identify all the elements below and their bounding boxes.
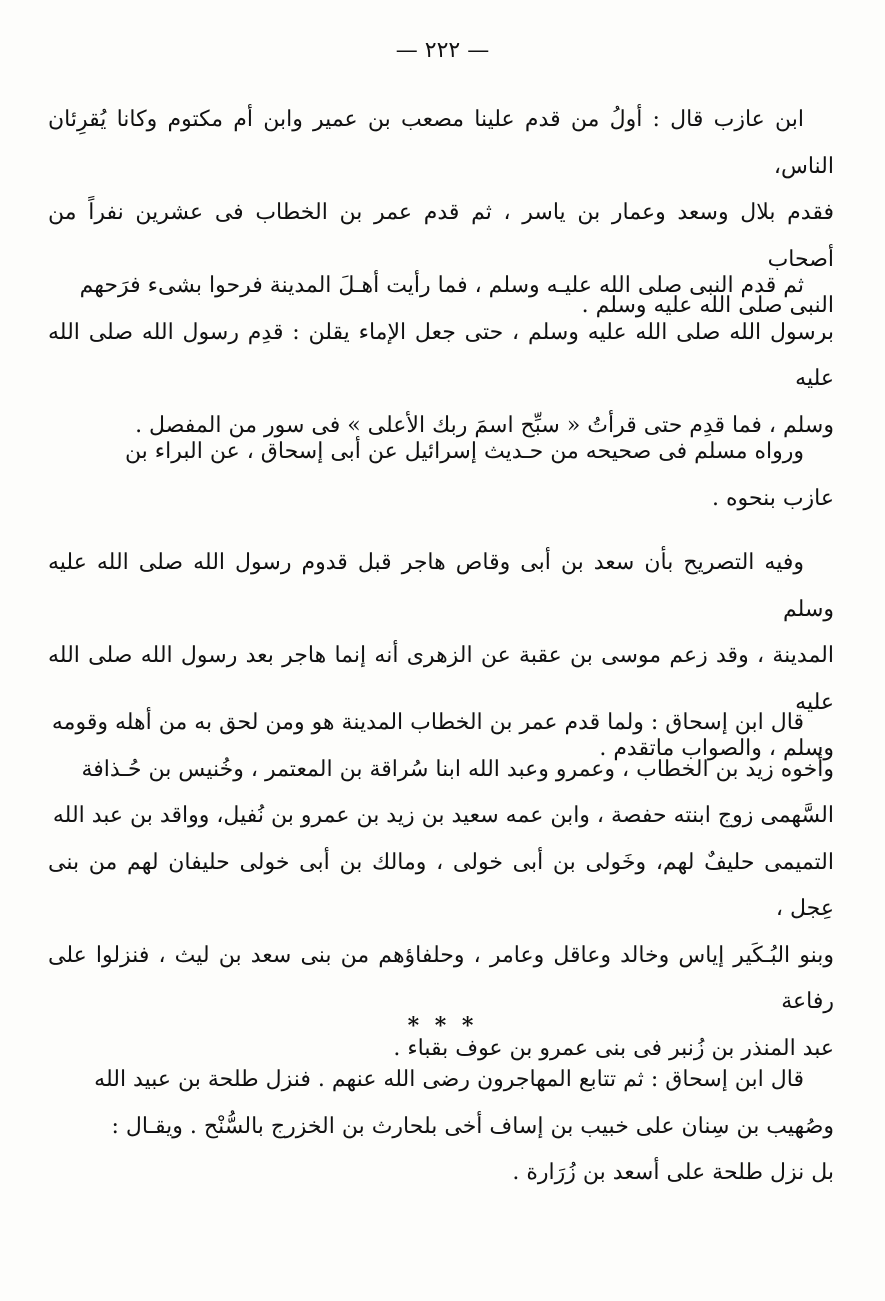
page-number: — ٢٢٢ —: [395, 38, 490, 63]
paragraph-line: فقدم بلال وسعد وعمار بن ياسر ، ثم قدم عمر بن الخطاب فى عشرين نفراً من أصحاب: [48, 200, 834, 272]
paragraph-line: قال ابن إسحاق : ولما قدم عمر بن الخطاب المدينة هو ومن لحق به من أهله وقومه: [51, 710, 804, 735]
paragraph-line: المدينة ، وقد زعم موسى بن عقبة عن الزهرى أنه إنما هاجر بعد رسول الله صلى الله عليه: [48, 643, 834, 715]
paragraph-line: وسلم ، والصواب ماتقدم .: [599, 736, 834, 761]
paragraph-line: التميمى حليفٌ لهم، وخَولى بن أبى خولى ، ومالك بن أبى خولى حليفان لهم من بنى عِجل ،: [48, 849, 835, 921]
paragraph-line: بل نزل طلحة على أسعد بن زُرَارة .: [512, 1160, 834, 1185]
paragraph-line: وبنو البُـكَير إياس وخالد وعاقل وعامر ، وحلفاؤهم من بنى سعد بن ليث ، فنزلوا على رفاعة: [48, 942, 834, 1014]
paragraph-line: السَّهمى زوج ابنته حفصة ، وابن عمه سعيد بن زيد بن عمرو بن نُفيل، وواقد بن عبد الله: [52, 803, 834, 828]
paragraph-line: وأخوه زيد بن الخطاب ، وعمرو وعبد الله ابنا سُراقة بن المعتمر ، وخُنيس بن حُـذافة: [81, 756, 834, 782]
paragraph-line: عازب بنحوه .: [712, 485, 834, 511]
paragraph-6: [48, 1057, 834, 1197]
paragraph-line: عبد المنذر بن زُنبر فى بنى عمرو بن عوف بقباء .: [393, 1035, 834, 1061]
paragraph-line: ابن عازب قال : أولُ من قدم علينا مصعب بن عمير وابن أم مكتوم وكانا يُقرِئان الناس،: [48, 107, 834, 179]
paragraph-line: ثم قدم النبى صلى الله عليـه وسلم ، فما رأيت أهـلَ المدينة فرحوا بشىء فرَحهم: [79, 273, 804, 298]
paragraph-2: [48, 263, 834, 449]
paragraph-line: وصُهيب بن سِنان على خبيب بن إساف أخى بلحارث بن الخزرج بالسُّنْح . ويقـال :: [111, 1113, 834, 1139]
paragraph-line: ورواه مسلم فى صحيحه من حـديث إسرائيل عن أبى إسحاق ، عن البراء بن: [124, 439, 804, 464]
paragraph-line: قال ابن إسحاق : ثم تتابع المهاجرون رضى الله عنهم . فنزل طلحة بن عبيد الله: [94, 1067, 804, 1092]
section-separator: * * *: [407, 1013, 478, 1039]
paragraph-line: وسلم ، فما قدِم حتى قرأتُ « سبِّح اسمَ ربك الأعلى » فى سور من المفصل .: [135, 412, 834, 438]
paragraph-line: النبى صلى الله عليه وسلم .: [581, 293, 834, 318]
paragraph-3: [48, 429, 834, 522]
paragraph-line: وفيه التصريح بأن سعد بن أبى وقاص هاجر قبل قدوم رسول الله صلى الله عليه وسلم: [48, 550, 834, 622]
paragraph-line: برسول الله صلى الله عليه وسلم ، حتى جعل الإماء يقلن : قدِم رسول الله صلى الله عليه: [48, 319, 834, 391]
